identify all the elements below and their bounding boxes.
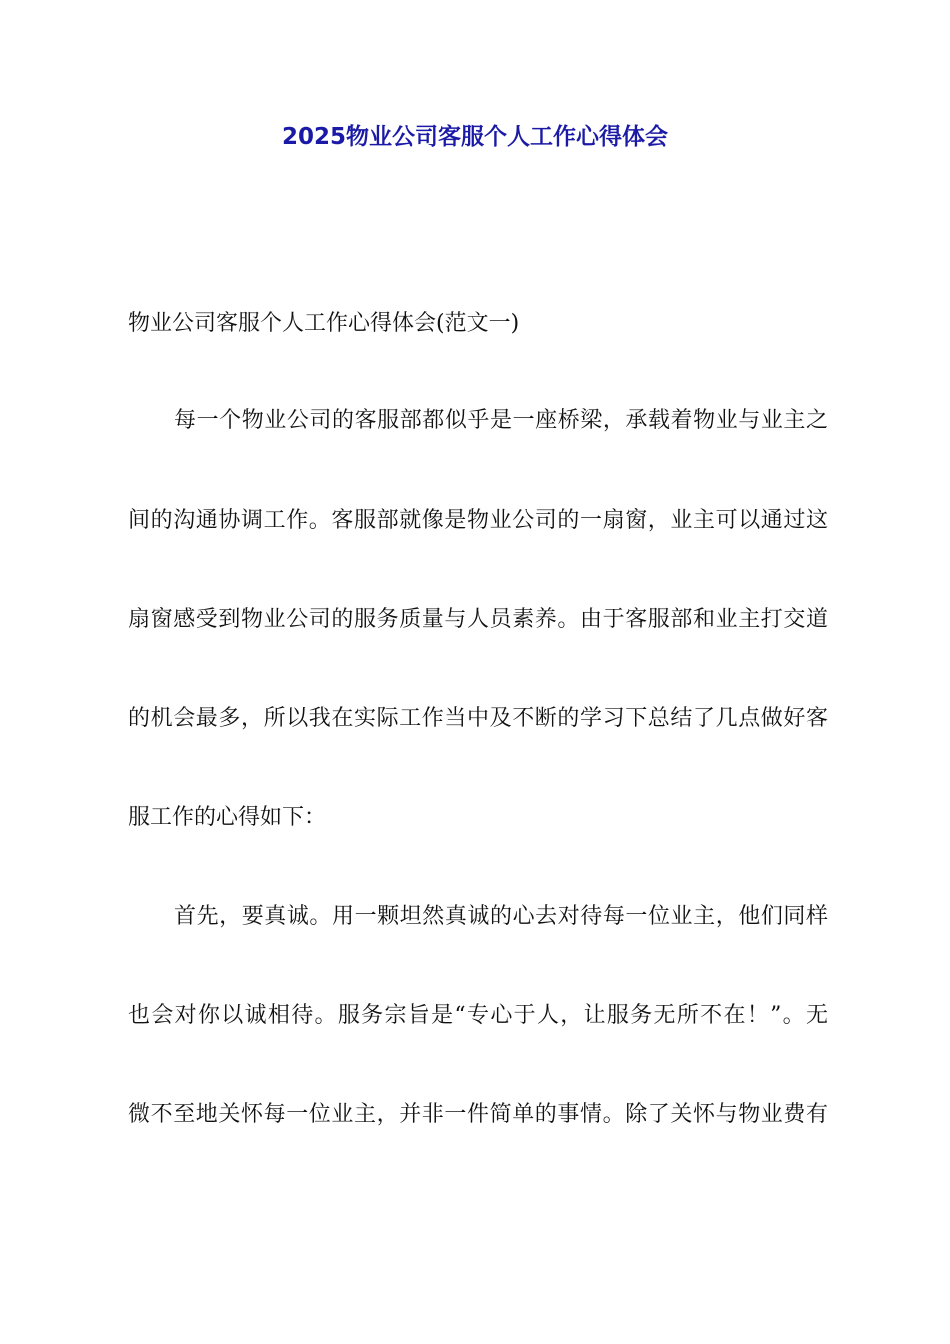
paragraph-line: 的机会最多，所以我在实际工作当中及不断的学习下总结了几点做好客 xyxy=(128,706,828,731)
document-title: 2025物业公司客服个人工作心得体会 xyxy=(281,124,668,150)
document-subtitle: 物业公司客服个人工作心得体会(范文一) xyxy=(128,311,520,336)
paragraph-line: 首先，要真诚。用一颗坦然真诚的心去对待每一位业主，他们同样 xyxy=(174,904,828,929)
paragraph-line: 服工作的心得如下： xyxy=(128,805,327,830)
paragraph-line: 微不至地关怀每一位业主，并非一件简单的事情。除了关怀与物业费有 xyxy=(128,1102,828,1127)
paragraph-line: 扇窗感受到物业公司的服务质量与人员素养。由于客服部和业主打交道 xyxy=(128,607,828,632)
paragraph-line: 间的沟通协调工作。客服部就像是物业公司的一扇窗，业主可以通过这 xyxy=(128,508,828,533)
paragraph-line: 每一个物业公司的客服部都似乎是一座桥梁，承载着物业与业主之 xyxy=(174,408,828,433)
paragraph-line: 也会对你以诚相待。服务宗旨是“专心于人，让服务无所不在！”。无 xyxy=(128,1003,828,1028)
